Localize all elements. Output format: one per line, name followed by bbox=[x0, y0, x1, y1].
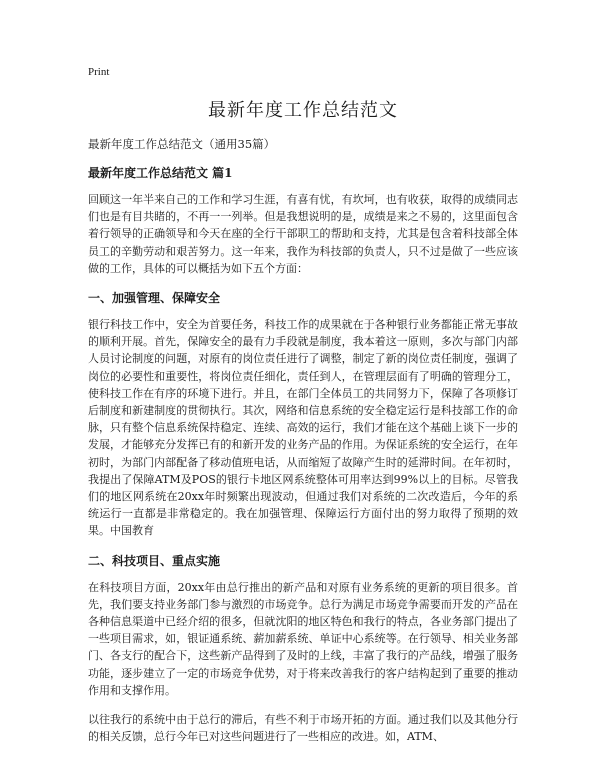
heading-tech-projects: 二、科技项目、重点实施 bbox=[88, 553, 221, 568]
document-page bbox=[88, 66, 518, 757]
print-label[interactable]: Print bbox=[88, 66, 110, 78]
document-subtitle: 最新年度工作总结范文（通用35篇） bbox=[88, 137, 276, 151]
paragraph-management-security: 银行科技工作中，安全为首要任务，科技工作的成果就在于各种银行业务都能正常无事故的顺利开展。首先，保障安全的最有力手段就是制度，我本着这一原则，多次与部门内部人员讨论制度的问题，对原有的岗位责任进行了调整，制定了新的岗位责任制度，强调了岗位的必要性和重要性，将岗位责任细化，责任到人，在管理层面有了明确的管理分工，使科技工作在有序的环境下进行。并且，在部门全体员工的共同努力下，保障了各项修订后制度和新建制度的贯彻执行。其次，网络和信息系统的安全稳定运行是科技部工作的命脉，只有整个信息系统保持稳定、连续、高效的运行，我们才能在这个基础上谈下一步的发展，才能够充分发挥已有的和新开发的业务产品的作用。为保证系统的安全运行，在年初时，为部门内部配备了移动值班电话，从而缩短了故障产生时的延滞时间。在年初时，我提出了保障ATM及POS的银行卡地区网系统整体可用率达到99%以上的目标。尽管我们的地区网系统在20xx年时频繁出现波动，但通过我们对系统的二次改造后，今年的系统运行一直都是非常稳定的。我在加强管理、保障运行方面付出的努力取得了预期的效果。中国教育 bbox=[88, 318, 518, 538]
heading-management-security: 一、加强管理、保障安全 bbox=[88, 291, 221, 306]
section-title: 最新年度工作总结范文 篇1 bbox=[88, 166, 233, 180]
document-title: 最新年度工作总结范文 bbox=[208, 100, 398, 121]
intro-paragraph: 回顾这一年半来自己的工作和学习生涯，有喜有忧，有坎坷，也有收获，取得的成绩同志们也是有目共睹的，不再一一列举。但是我想说明的是，成绩是来之不易的，这里面包含着行领导的正确领导和今天在座的全行干部职工的帮助和支持，尤其是包含着科技部全体员工的辛勤劳动和艰苦努力。这一年来，我作为科技部的负责人，只不过是做了一些应该做的工作，具体的可以概括为如下五个方面： bbox=[88, 193, 518, 275]
paragraph-tech-projects: 在科技项目方面，20xx年由总行推出的新产品和对原有业务系统的更新的项目很多。首先，我们要支持业务部门参与激烈的市场竞争。总行为满足市场竞争需要而开发的产品在各种信息渠道中已经介绍的很多，但就沈阳的地区特色和我行的特点，各业务部门提出了一些项目需求，如，银证通系统、薪加薪系统、单证中心系统等。在行领导、相关业务部门、各支行的配合下，这些新产品得到了及时的上线，丰富了我行的产品线，增强了服务功能，逐步建立了一定的市场竞争优势，对于将来改善我行的客户结构起到了重要的推动作用和支撑作用。 bbox=[88, 580, 518, 697]
paragraph-improvements: 以往我行的系统中由于总行的滞后，有些不利于市场开拓的方面。通过我们以及其他分行的相关反馈，总行今年已对这些问题进行了一些相应的改进。如，ATM、 bbox=[88, 713, 518, 744]
